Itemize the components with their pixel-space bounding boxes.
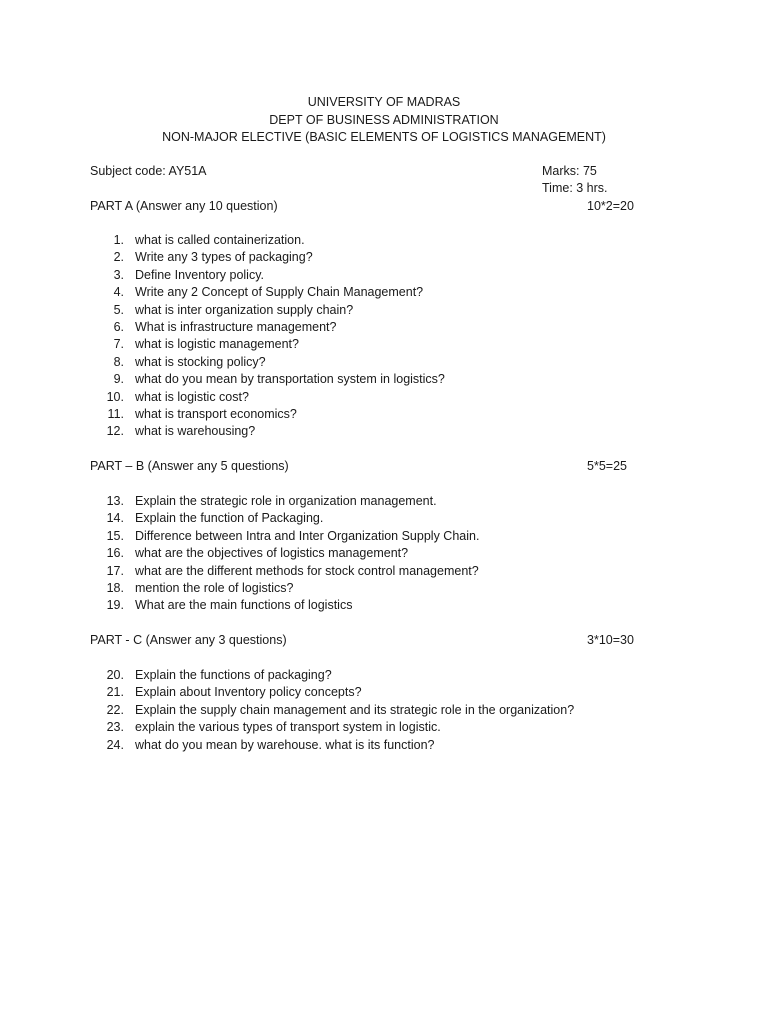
part-b-title: PART – B (Answer any 5 questions) [90, 459, 289, 473]
question-text: Difference between Intra and Inter Organization Supply Chain. [135, 528, 480, 543]
question-text: what is warehousing? [135, 424, 256, 439]
question-text: explain the various types of transport system in logistic. [135, 720, 441, 735]
question-text: Explain about Inventory policy concepts? [135, 685, 362, 700]
paper-header [0, 94, 768, 147]
question-number: 2. [113, 250, 124, 265]
question-text: what is logistic management? [135, 337, 299, 352]
part-b-score: 5*5=25 [587, 459, 627, 473]
question-number: 19. [106, 598, 124, 613]
question-number: 10. [106, 389, 124, 404]
question-number: 14. [106, 511, 124, 526]
part-c-title: PART - C (Answer any 3 questions) [90, 633, 287, 647]
question-number: 9. [113, 372, 124, 387]
question-text: what is logistic cost? [135, 389, 249, 404]
question-number: 1. [113, 233, 124, 247]
question-text: What is infrastructure management? [135, 319, 337, 334]
question-text: what is transport economics? [135, 406, 297, 421]
total-marks: Marks: 75 [542, 164, 597, 178]
question-number: 12. [106, 424, 124, 439]
question-number: 22. [106, 702, 124, 717]
question-text: Define Inventory policy. [135, 267, 264, 282]
question-number: 15. [106, 528, 124, 543]
question-number: 3. [113, 267, 124, 282]
question-text: Explain the functions of packaging? [135, 668, 332, 682]
question-text: Write any 3 types of packaging? [135, 250, 313, 265]
question-text: what do you mean by transportation system in logistics? [135, 372, 445, 387]
part-a-score: 10*2=20 [587, 199, 634, 213]
question-text: Explain the strategic role in organization management. [135, 494, 437, 508]
question-text: what is stocking policy? [135, 354, 266, 369]
question-text: What are the main functions of logistics [135, 598, 353, 613]
question-number: 24. [106, 737, 124, 752]
question-number: 17. [106, 563, 124, 578]
question-number: 21. [106, 685, 124, 700]
question-text: mention the role of logistics? [135, 580, 294, 595]
question-number: 13. [106, 494, 124, 508]
question-text: what is called containerization. [135, 233, 305, 247]
question-text: Explain the supply chain management and its strategic role in the organization? [135, 702, 575, 717]
question-text: what are the different methods for stock control management? [135, 563, 479, 578]
question-number: 18. [106, 580, 124, 595]
question-number: 4. [113, 285, 124, 300]
part-a-title: PART A (Answer any 10 question) [90, 199, 278, 213]
question-number: 11. [107, 406, 124, 421]
question-text: what are the objectives of logistics management? [135, 546, 409, 561]
question-text: Explain the function of Packaging. [135, 511, 324, 526]
question-number: 7. [113, 337, 124, 352]
department-name: DEPT OF BUSINESS ADMINISTRATION [269, 112, 499, 127]
question-number: 20. [106, 668, 124, 682]
question-text: what is inter organization supply chain? [135, 302, 354, 317]
exam-duration: Time: 3 hrs. [542, 181, 608, 195]
question-number: 5. [113, 302, 124, 317]
question-number: 23. [106, 720, 124, 735]
course-title: NON-MAJOR ELECTIVE (BASIC ELEMENTS OF LOGISTICS MANAGEMENT) [162, 130, 606, 144]
university-name: UNIVERSITY OF MADRAS [307, 95, 461, 109]
question-text: what do you mean by warehouse. what is its function? [135, 737, 435, 752]
part-c-score: 3*10=30 [587, 633, 634, 647]
question-number: 8. [113, 354, 124, 369]
question-number: 16. [106, 546, 124, 561]
subject-code: Subject code: AY51A [90, 164, 207, 178]
question-text: Write any 2 Concept of Supply Chain Management? [135, 285, 424, 300]
question-number: 6. [113, 319, 124, 334]
